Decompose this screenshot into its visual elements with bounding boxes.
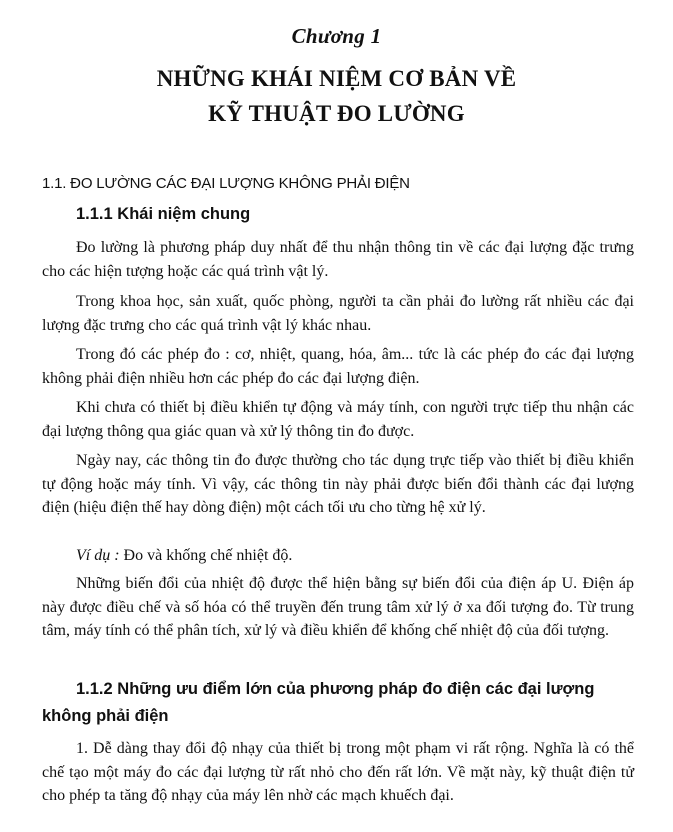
chapter-title-line-2: KỸ THUẬT ĐO LƯỜNG xyxy=(208,101,465,126)
paragraph: 1. Dễ dàng thay đổi độ nhạy của thiết bị trong một phạm vi rất rộng. Nghĩa là có thể chế tạo một máy đo các đại lượng từ rất nhỏ cho đến rất lớn. Về mặt này, kỹ thuật điện tử cho phép ta tăng độ nhạy của máy lên nhờ các mạch khuếch đại. xyxy=(42,740,634,804)
paragraph: Trong đó các phép đo : cơ, nhiệt, quang, hóa, âm... tức là các phép đo các đại lượng không phải điện nhiều hơn các phép đo các đại lượng điện. xyxy=(42,346,634,387)
subsection-heading-1-1-2: 1.1.2 Những ưu điểm lớn của phương pháp đo điện các đại lượng không phải điện xyxy=(42,680,595,725)
example-text: Đo và khống chế nhiệt độ. xyxy=(119,547,293,564)
paragraph: Đo lường là phương pháp duy nhất để thu nhận thông tin về các đại lượng đặc trưng cho các hiện tượng hoặc các quá trình vật lý. xyxy=(42,239,634,280)
chapter-title-line-1: NHỮNG KHÁI NIỆM CƠ BẢN VỀ xyxy=(156,66,517,91)
section-heading-1-1: 1.1. ĐO LƯỜNG CÁC ĐẠI LƯỢNG KHÔNG PHẢI ĐIỆN xyxy=(42,175,410,192)
chapter-heading: Chương 1 xyxy=(291,24,382,48)
paragraph: Khi chưa có thiết bị điều khiển tự động và máy tính, con người trực tiếp thu nhận các đại lượng thông qua giác quan và xử lý thông tin đo được. xyxy=(42,399,634,440)
example-label: Ví dụ : xyxy=(76,547,120,564)
paragraph: Trong khoa học, sản xuất, quốc phòng, người ta cần phải đo lường rất nhiều các đại lượng đặc trưng cho các quá trình vật lý khác nhau. xyxy=(42,293,634,334)
paragraph: Những biến đổi của nhiệt độ được thể hiện bằng sự biến đổi của điện áp U. Điện áp này được điều chế và số hóa có thể truyền đến trung tâm xử lý ở xa đối tượng đo. Từ trung tâm, máy tính có thể phân tích, xử lý và điều khiển để khống chế nhiệt độ của đối tượng. xyxy=(42,575,634,639)
example-line xyxy=(76,544,292,568)
subsection-heading-1-1-1: 1.1.1 Khái niệm chung xyxy=(76,205,251,223)
paragraph: Ngày nay, các thông tin đo được thường cho tác dụng trực tiếp vào thiết bị điều khiển tự động hoặc máy tính. Vì vậy, các thông tin này phải được biến đổi thành các đại lượng điện (hiệu điện thế hay dòng điện) một cách tối ưu cho từng hệ xử lý. xyxy=(42,452,634,516)
